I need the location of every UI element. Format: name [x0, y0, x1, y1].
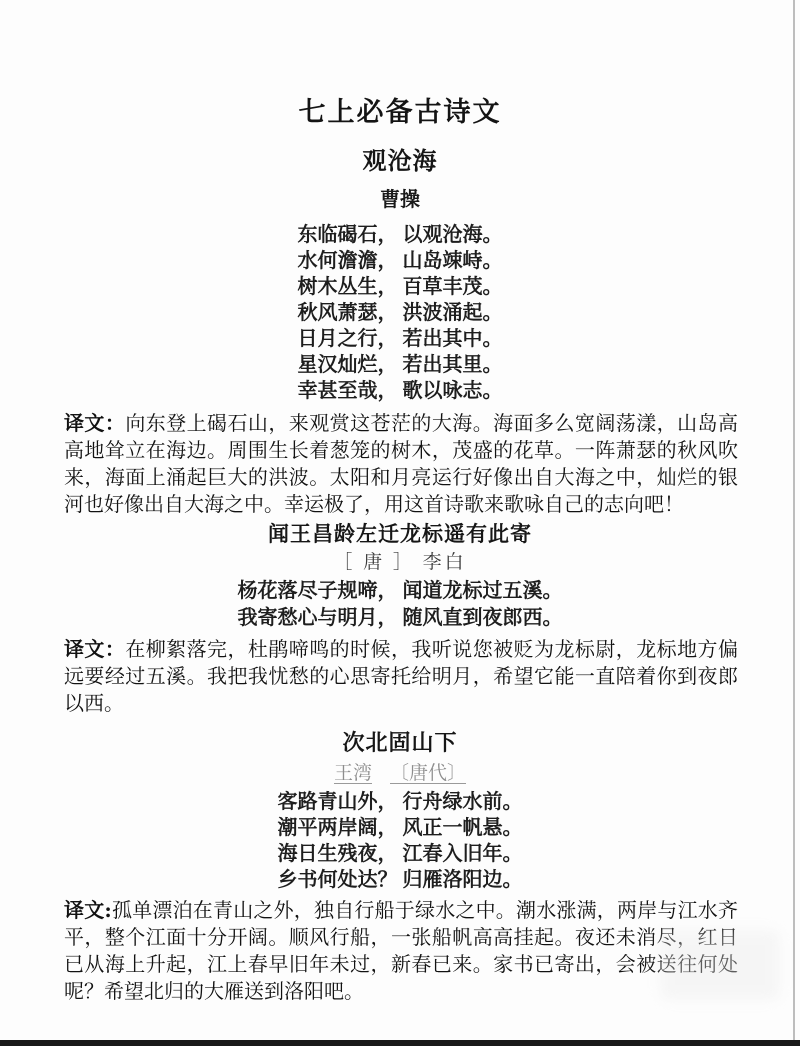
translation-text: 在柳絮落完，杜鹃啼鸣的时候，我听说您被贬为龙标尉，龙标地方偏远要经过五溪。我把我忧愁的心思寄托给明月，希望它能一直陪着你到夜郎以西。	[64, 637, 738, 715]
poem-line: 星汉灿烂， 若出其里。	[297, 354, 503, 376]
poem-line: 日月之行， 若出其中。	[297, 328, 503, 350]
poem-section-wenwangchangling	[0, 520, 800, 717]
poem-line: 幸甚至哉， 歌以咏志。	[297, 380, 503, 402]
poem-author: 曹操	[380, 189, 420, 211]
poem-author-name: 王湾	[333, 763, 372, 784]
poem-line: 水何澹澹， 山岛竦峙。	[297, 250, 503, 272]
faint-watermark	[660, 930, 780, 1000]
translation-text: 向东登上碣石山，来观赏这苍茫的大海。海面多么宽阔荡漾，山岛高高地耸立在海边。周围生长着葱笼的树木，茂盛的花草。一阵萧瑟的秋风吹来，海面上涌起巨大的洪波。太阳和月亮运行好像出自大海之中，灿烂的银河也好像出自大海之中。幸运极了，用这首诗歌来歌咏自己的志向吧！	[64, 411, 738, 516]
poem-line: 乡书何处达？ 归雁洛阳边。	[277, 869, 523, 891]
poem-body	[0, 789, 800, 893]
poem-line: 客路青山外， 行舟绿水前。	[277, 791, 523, 813]
translation-text: 孤单漂泊在青山之外，独自行船于绿水之中。潮水涨满，两岸与江水齐平，整个江面十分开阔。顺风行船，一张船帆高高挂起。夜还未消尽，红日已从海上升起，江上春早旧年未过，新春已来。家书已寄出，会被送往何处呢？希望北归的大雁送到洛阳吧。	[64, 898, 739, 1003]
poem-line: 海日生残夜， 江春入旧年。	[277, 843, 523, 865]
translation-paragraph	[64, 410, 738, 518]
poem-line: 我寄愁心与明月， 随风直到夜郎西。	[237, 607, 563, 629]
poem-body	[0, 222, 800, 404]
poem-title: 次北固山下	[342, 730, 458, 755]
poem-title: 观沧海	[362, 148, 438, 175]
translation-paragraph	[64, 636, 738, 717]
poem-author-era: 〔唐代〕	[390, 763, 467, 784]
page-right-edge-divider	[793, 0, 795, 1046]
translation-paragraph	[64, 897, 738, 1005]
translation-label: 译文：	[64, 637, 126, 661]
poem-line: 树木丛生， 百草丰茂。	[297, 276, 503, 298]
poem-author	[0, 761, 800, 787]
poem-line: 东临碣石， 以观沧海。	[297, 224, 503, 246]
poem-body	[0, 578, 800, 632]
page-title: 七上必备古诗文	[298, 97, 502, 127]
poem-title: 闻王昌龄左迁龙标遥有此寄	[268, 523, 532, 546]
poem-line: 杨花落尽子规啼， 闻道龙标过五溪。	[237, 580, 563, 602]
poem-line: 潮平两岸阔， 风正一帆悬。	[277, 817, 523, 839]
page-bottom-bar	[0, 1040, 800, 1046]
translation-label: 译文:	[64, 898, 112, 922]
translation-label: 译文：	[64, 411, 126, 435]
poem-author: ［ 唐 ］ 李白	[333, 552, 467, 573]
poem-line: 秋风萧瑟， 洪波涌起。	[297, 302, 503, 324]
poem-section-guancanghai	[0, 146, 800, 518]
